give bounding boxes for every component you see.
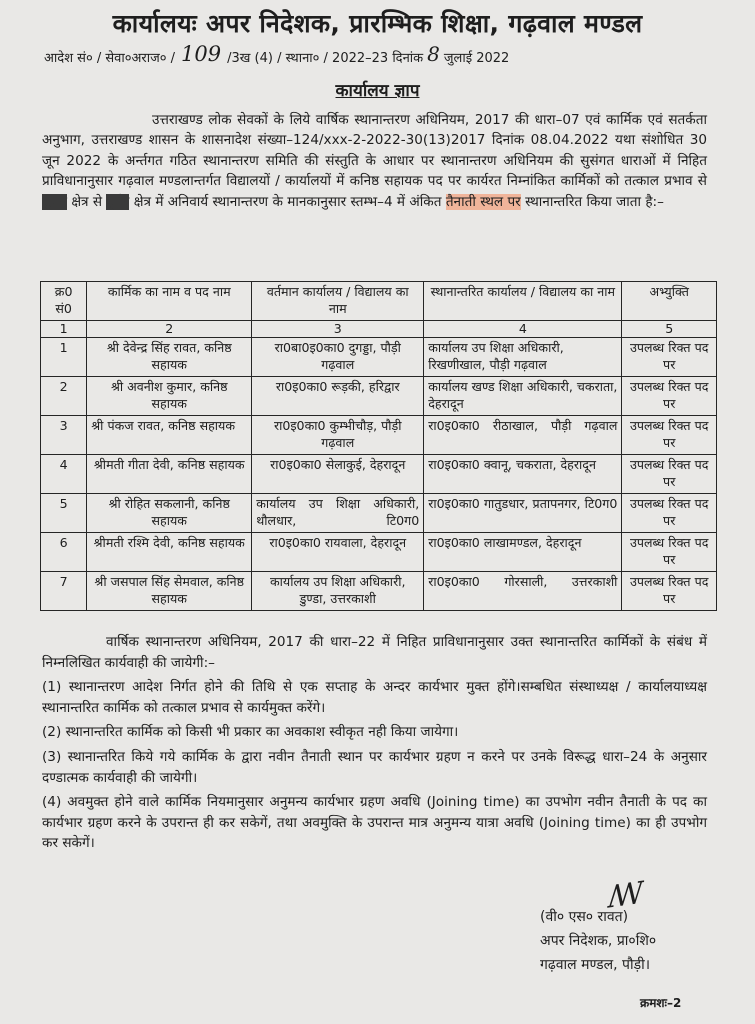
col-number: 4 xyxy=(424,321,622,338)
cell-name: श्री जसपाल सिंह सेमवाल, कनिष्ठ सहायक xyxy=(87,572,252,611)
header-serial: क्र0 सं0 xyxy=(41,282,87,321)
signatory-designation: अपर निदेशक, प्रा०शि० xyxy=(540,933,657,949)
cell-transfer-office: कार्यालय उप शिक्षा अधिकारी, रिखणीखाल, पौड़ी गढ़वाल xyxy=(424,338,622,377)
cell-current-office: रा0इ0का0 रायवाला, देहरादून xyxy=(252,533,424,572)
cell-name: श्री अवनीश कुमार, कनिष्ठ सहायक xyxy=(87,377,252,416)
cell-current-office: रा0बा0इ0का0 दुगड्डा, पौड़ी गढ़वाल xyxy=(252,338,424,377)
table-header-row xyxy=(41,282,717,321)
cell-name: श्रीमती गीता देवी, कनिष्ठ सहायक xyxy=(87,455,252,494)
cell-current-office: रा0इ0का0 सेलाकुई, देहरादून xyxy=(252,455,424,494)
cell-name: श्री रोहित सकलानी, कनिष्ठ सहायक xyxy=(87,494,252,533)
intro-text-2: क्षेत्र से xyxy=(71,193,103,210)
cell-remark: उपलब्ध रिक्त पद पर xyxy=(622,455,717,494)
cell-remark: उपलब्ध रिक्त पद पर xyxy=(622,572,717,611)
intro-paragraph xyxy=(42,110,707,212)
signatory-office: गढ़वाल मण्डल, पौड़ी। xyxy=(540,957,651,973)
column-number-row xyxy=(41,321,717,338)
ref-prefix: आदेश सं० / सेवा०अराज० / xyxy=(44,51,176,66)
cell-name: श्री देवेन्द्र सिंह रावत, कनिष्ठ सहायक xyxy=(87,338,252,377)
header-name: कार्मिक का नाम व पद नाम xyxy=(87,282,252,321)
table-row xyxy=(41,494,717,533)
redacted-word-2: दुर्गम xyxy=(106,193,130,210)
table-row xyxy=(41,377,717,416)
cell-remark: उपलब्ध रिक्त पद पर xyxy=(622,533,717,572)
cell-serial: 3 xyxy=(41,416,87,455)
intro-text-3: क्षेत्र में अनिवार्य स्थानान्तरण के मानकानुसार स्तम्भ–4 में अंकित xyxy=(133,193,442,210)
col-number: 2 xyxy=(87,321,252,338)
cell-name: श्रीमती रश्मि देवी, कनिष्ठ सहायक xyxy=(87,533,252,572)
ref-suffix: /3ख (4) / स्थाना० / 2022–23 दिनांक xyxy=(227,51,424,66)
table-row xyxy=(41,572,717,611)
ref-number-handwritten: 109 xyxy=(181,42,222,66)
col-number: 5 xyxy=(622,321,717,338)
date-day-handwritten: 8 xyxy=(427,42,440,66)
col-number: 1 xyxy=(41,321,87,338)
instruction-point-1: (1) स्थानान्तरण आदेश निर्गत होने की तिथि से एक सप्ताह के अन्दर कार्यभार मुक्त होंगे।सम्बधित संस्थाध्यक्ष / कार्यालयाध्यक्ष स्थानान्तरित कार्मिक को तत्काल प्रभाव से कार्यमुक्त करेंगे। xyxy=(42,679,707,716)
table-row xyxy=(41,533,717,572)
cell-transfer-office: रा0इ0का0 गोरसाली, उत्तरकाशी xyxy=(424,572,622,611)
cell-transfer-office: रा0इ0का0 रीठाखाल, पौड़ी गढ़वाल xyxy=(424,416,622,455)
cell-transfer-office: कार्यालय खण्ड शिक्षा अधिकारी, चकराता, देहरादून xyxy=(424,377,622,416)
order-reference xyxy=(44,40,715,66)
cell-remark: उपलब्ध रिक्त पद पर xyxy=(622,416,717,455)
header-remark: अभ्युक्ति xyxy=(622,282,717,321)
continued-marker: क्रमशः–2 xyxy=(640,996,682,1010)
cell-serial: 4 xyxy=(41,455,87,494)
table-row xyxy=(41,338,717,377)
cell-current-office: रा0इ0का0 रूड़की, हरिद्वार xyxy=(252,377,424,416)
intro-text-4: स्थानान्तरित किया जाता है:– xyxy=(525,193,664,210)
col-number: 3 xyxy=(252,321,424,338)
transfer-table xyxy=(40,281,717,611)
intro-text-1: उत्तराखण्ड लोक सेवकों के लिये वार्षिक स्थानान्तरण अधिनियम, 2017 की धारा–07 एवं कार्मिक एवं सतर्कता अनुभाग, उत्तराखण्ड शासन के शासनादेश संख्या–124/xxx-2-2022-30(13)2017 दिनांक 08.04.2022 यथा संशोधित 30 जून 2022 के अर्न्तगत गठित स्थानान्तरण समिति की संस्तुति के आधार पर स्थानान्तरण अधिनियम की सुसंगत धाराओं में निहित प्राविधानानुसार गढ़वाल मण्डलान्तर्गत विद्यालयों / कार्यालयों में कनिष्ठ सहायक पद पर कार्यरत निम्नांकित कार्मिकों को तत्काल प्रभाव से xyxy=(42,112,707,190)
cell-current-office: कार्यालय उप शिक्षा अधिकारी, थौलधार, टि0ग0 xyxy=(252,494,424,533)
signatory-name: (वी० एस० रावत) xyxy=(540,909,629,925)
cell-transfer-office: रा0इ0का0 क्वानू, चकराता, देहरादून xyxy=(424,455,622,494)
signature-scribble: ꟿ xyxy=(605,875,647,916)
header-transfer-office: स्थानान्तरित कार्यालय / विद्यालय का नाम xyxy=(424,282,622,321)
cell-name: श्री पंकज रावत, कनिष्ठ सहायक xyxy=(87,416,252,455)
cell-transfer-office: रा0इ0का0 गातुडधार, प्रतापनगर, टि0ग0 xyxy=(424,494,622,533)
table-row xyxy=(41,455,717,494)
instructions-intro: वार्षिक स्थानान्तरण अधिनियम, 2017 की धारा–22 में निहित प्राविधानानुसार उक्त स्थानान्तरित कार्मिकों के संबंध में निम्नलिखित कार्यवाही की जायेगी:– xyxy=(42,634,707,671)
memo-title: कार्यालय ज्ञाप xyxy=(335,81,420,101)
date-month-year: जुलाई 2022 xyxy=(443,51,510,66)
cell-remark: उपलब्ध रिक्त पद पर xyxy=(622,494,717,533)
highlighted-text: तैनाती स्थल पर xyxy=(445,193,521,210)
table-row xyxy=(41,416,717,455)
instruction-point-4: (4) अवमुक्त होने वाले कार्मिक नियमानुसार अनुमन्य कार्यभार ग्रहण अवधि (Joining time) का उपभोग नवीन तैनाती के पद का कार्यभार ग्रहण करने के उपरान्त ही कर सकेगें, तथा अवमुक्ति के उपरान्त मात्र अनुमन्य यात्रा अवधि (Joining time) का ही उपभोग कर सकेगें। xyxy=(42,794,707,852)
instruction-point-3: (3) स्थानान्तरित किये गये कार्मिक के द्वारा नवीन तैनाती स्थान पर कार्यभार ग्रहण न करने पर उनके विरूद्ध धारा–24 के अनुसार दण्डात्मक कार्यवाही की जायेगी। xyxy=(42,748,707,786)
header-current-office: वर्तमान कार्यालय / विद्यालय का नाम xyxy=(252,282,424,321)
cell-serial: 1 xyxy=(41,338,87,377)
cell-current-office: रा0इ0का0 कुम्भीचौड़, पौड़ी गढ़वाल xyxy=(252,416,424,455)
cell-serial: 5 xyxy=(41,494,87,533)
signature-block xyxy=(540,905,656,977)
cell-transfer-office: रा0इ0का0 लाखामण्डल, देहरादून xyxy=(424,533,622,572)
instruction-point-2: (2) स्थानान्तरित कार्मिक को किसी भी प्रकार का अवकाश स्वीकृत नही किया जायेगा। xyxy=(42,724,459,741)
cell-remark: उपलब्ध रिक्त पद पर xyxy=(622,377,717,416)
instructions-section xyxy=(42,632,707,858)
cell-serial: 6 xyxy=(41,533,87,572)
office-title: कार्यालयः अपर निदेशक, प्रारम्भिक शिक्षा, गढ़वाल मण्डल xyxy=(112,9,643,38)
cell-remark: उपलब्ध रिक्त पद पर xyxy=(622,338,717,377)
redacted-word-1: सुगम xyxy=(42,193,67,210)
cell-serial: 2 xyxy=(41,377,87,416)
cell-serial: 7 xyxy=(41,572,87,611)
cell-current-office: कार्यालय उप शिक्षा अधिकारी, डुण्डा, उत्तरकाशी xyxy=(252,572,424,611)
